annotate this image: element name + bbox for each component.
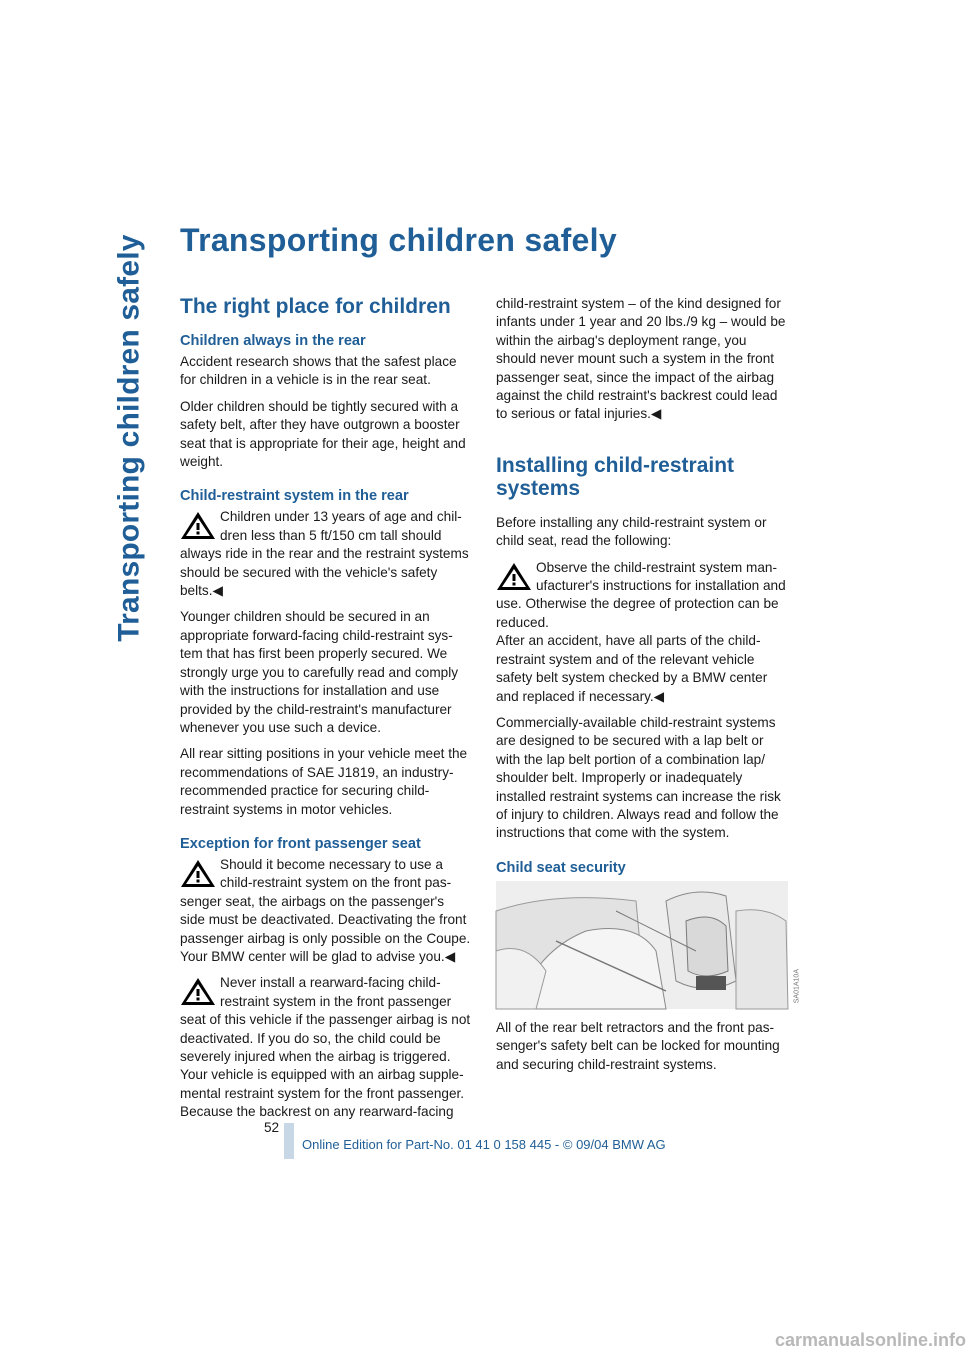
warning-triangle-icon [180, 511, 216, 541]
paragraph: Older children should be tightly secured with a safety belt, after they have outgrown a booster seat that is appropriate for their age, height and weight. [180, 398, 466, 470]
warning-text: Children under 13 years of age and chil-dren less than 5 ft/150 cm tall should always ride in the rear and the restraint systems should be secured with the vehicle's safety belts.◀ [180, 509, 469, 599]
watermark-text: carmanualsonline.info [775, 1330, 966, 1350]
section-heading-installing: Installing child-restraint systems [496, 453, 735, 500]
subheading-front-passenger-exception: Exception for front passenger seat [180, 835, 421, 852]
figure-code: SA01A10A [793, 968, 800, 1003]
paragraph: Younger children should be secured in an appropriate forward-facing child-restraint sys-tem that has first been properly secured. We strongly urge you to carefully read and comply with the instructions for installation and use provided by the child-restraint's manufacturer whenever you use such a device. [180, 609, 459, 735]
warning-block [180, 974, 472, 1121]
section-heading-right-place: The right place for children [180, 295, 451, 318]
sidebar-chapter-title: Transporting children safely [113, 234, 146, 642]
paragraph-continued: child-restraint system – of the kind designed for infants under 1 year and 20 lbs./9 kg – would be within the airbag's deployment range, you should never mount such a system in the front passenger seat, since the impact of the airbag against the child restraint's backrest could lead to serious or fatal injuries.◀ [496, 296, 786, 422]
left-column [180, 295, 472, 1130]
paragraph: Accident research shows that the safest place for children in a vehicle is in the rear seat. [180, 354, 457, 388]
online-edition-note: Online Edition for Part-No. 01 41 0 158 445 - © 09/04 BMW AG [302, 1137, 666, 1152]
paragraph: Commercially-available child-restraint systems are designed to be secured with a lap belt or with the lap belt portion of a combination lap/ shoulder belt. Improperly or inadequately installed restraint systems can increase the risk of injury to children. Always read and follow the instructions that come with the system. [496, 714, 781, 841]
warning-triangle-icon [180, 859, 216, 889]
page-title: Transporting children safely [180, 222, 617, 258]
figure-caption: All of the rear belt retractors and the front pas-senger's safety belt can be locked for mounting and securing child-restraint systems. [496, 1019, 780, 1072]
warning-triangle-icon [496, 562, 532, 592]
subheading-child-restraint-rear: Child-restraint system in the rear [180, 488, 409, 505]
paragraph: Before installing any child-restraint system or child seat, read the following: [496, 514, 767, 549]
right-column [496, 295, 800, 1082]
illustration-child-seat [496, 881, 800, 1009]
warning-text: Never install a rearward-facing child-restraint system in the front passenger seat of this vehicle if the passenger airbag is not deactivated. If you do so, the child could be severely injured when the airbag is triggered. Your vehicle is equipped with an airbag supple-mental restraint system for the front passenger. Because the backrest on any rearward-facing [180, 975, 471, 1120]
subheading-children-rear: Children always in the rear [180, 333, 366, 349]
warning-block [496, 559, 788, 706]
paragraph: All rear sitting positions in your vehicle meet the recommendations of SAE J1819, an industry-recommended practice for securing child-restraint systems in motor vehicles. [180, 746, 468, 817]
footer-accent-bar [284, 1123, 294, 1159]
warning-text: Should it become necessary to use a child-restraint system on the front pas-senger seat, the airbags on the passenger's side must be deactivated. Deactivating the front passenger airbag is only possible on the Coupe. Your BMW center will be glad to advise you.◀ [180, 856, 471, 964]
warning-text: After an accident, have all parts of the child-restraint system and of the relevant vehicle safety belt system checked by a BMW center and replaced if necessary.◀ [496, 633, 768, 704]
warning-text: Observe the child-restraint system man-ufacturer's instructions for installation and use. Otherwise the degree of protection can be reduced. [496, 559, 786, 630]
warning-block [180, 508, 472, 600]
subheading-child-seat-security: Child seat security [496, 859, 626, 876]
warning-triangle-icon [180, 977, 216, 1007]
warning-block [180, 856, 472, 966]
page-number: 52 [264, 1120, 280, 1135]
